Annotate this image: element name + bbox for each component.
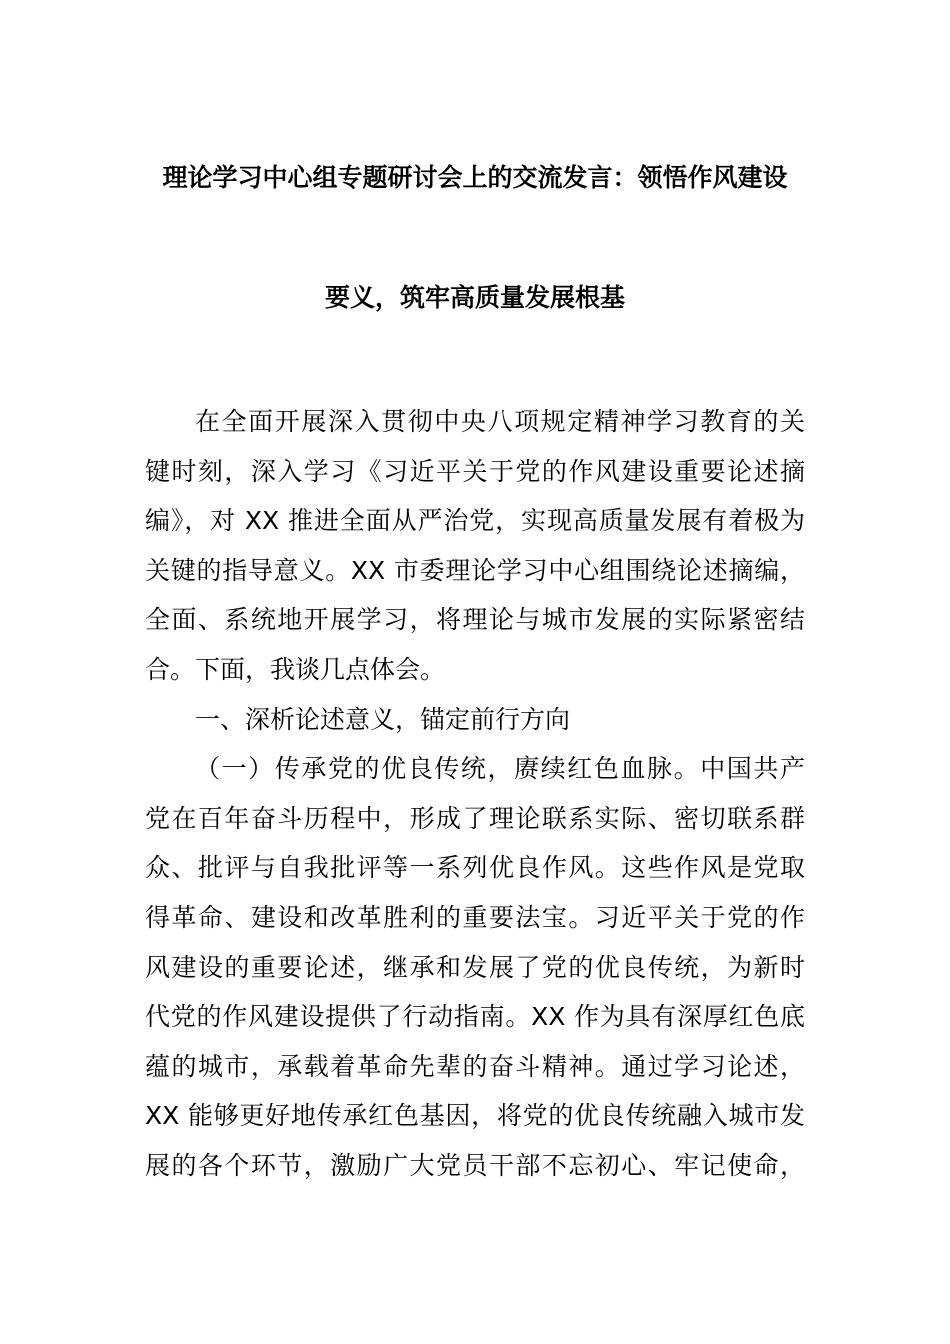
subsection-heading-line: （一）传承党的优良传统，赓续红色血脉。中国共产 xyxy=(195,754,805,784)
body-line: 蕴的城市，承载着革命先辈的奋斗精神。通过学习论述， xyxy=(145,1051,805,1081)
body-line: 关键的指导意义。XX 市委理论学习中心组围绕论述摘编， xyxy=(145,555,805,585)
body-line: 代党的作风建设提供了行动指南。XX 作为具有深厚红色底 xyxy=(145,1002,805,1032)
body-line: 展的各个环节，激励广大党员干部不忘初心、牢记使命， xyxy=(145,1150,805,1180)
body-line: 党在百年奋斗历程中，形成了理论联系实际、密切联系群 xyxy=(145,803,805,833)
section-heading: 一、深析论述意义，锚定前行方向 xyxy=(195,704,571,734)
document-title-line-1: 理论学习中心组专题研讨会上的交流发言：领悟作风建设 xyxy=(162,163,788,192)
body-line: 得革命、建设和改革胜利的重要法宝。习近平关于党的作 xyxy=(145,902,805,932)
body-line: 编》，对 XX 推进全面从严治党，实现高质量发展有着极为 xyxy=(145,506,805,536)
body-line: 全面、系统地开展学习，将理论与城市发展的实际紧密结 xyxy=(145,605,805,635)
body-line: 风建设的重要论述，继承和发展了党的优良传统，为新时 xyxy=(145,952,805,982)
body-line: XX 能够更好地传承红色基因，将党的优良传统融入城市发 xyxy=(145,1101,805,1131)
body-line: 键时刻，深入学习《习近平关于党的作风建设重要论述摘 xyxy=(145,456,805,486)
document-body xyxy=(145,402,805,1196)
body-line: 合。下面，我谈几点体会。 xyxy=(145,654,446,684)
body-line: 在全面开展深入贯彻中央八项规定精神学习教育的关 xyxy=(195,407,805,436)
document-title-line-2: 要义，筑牢高质量发展根基 xyxy=(324,283,625,312)
body-line: 众、批评与自我批评等一系列优良作风。这些作风是党取 xyxy=(145,853,805,883)
